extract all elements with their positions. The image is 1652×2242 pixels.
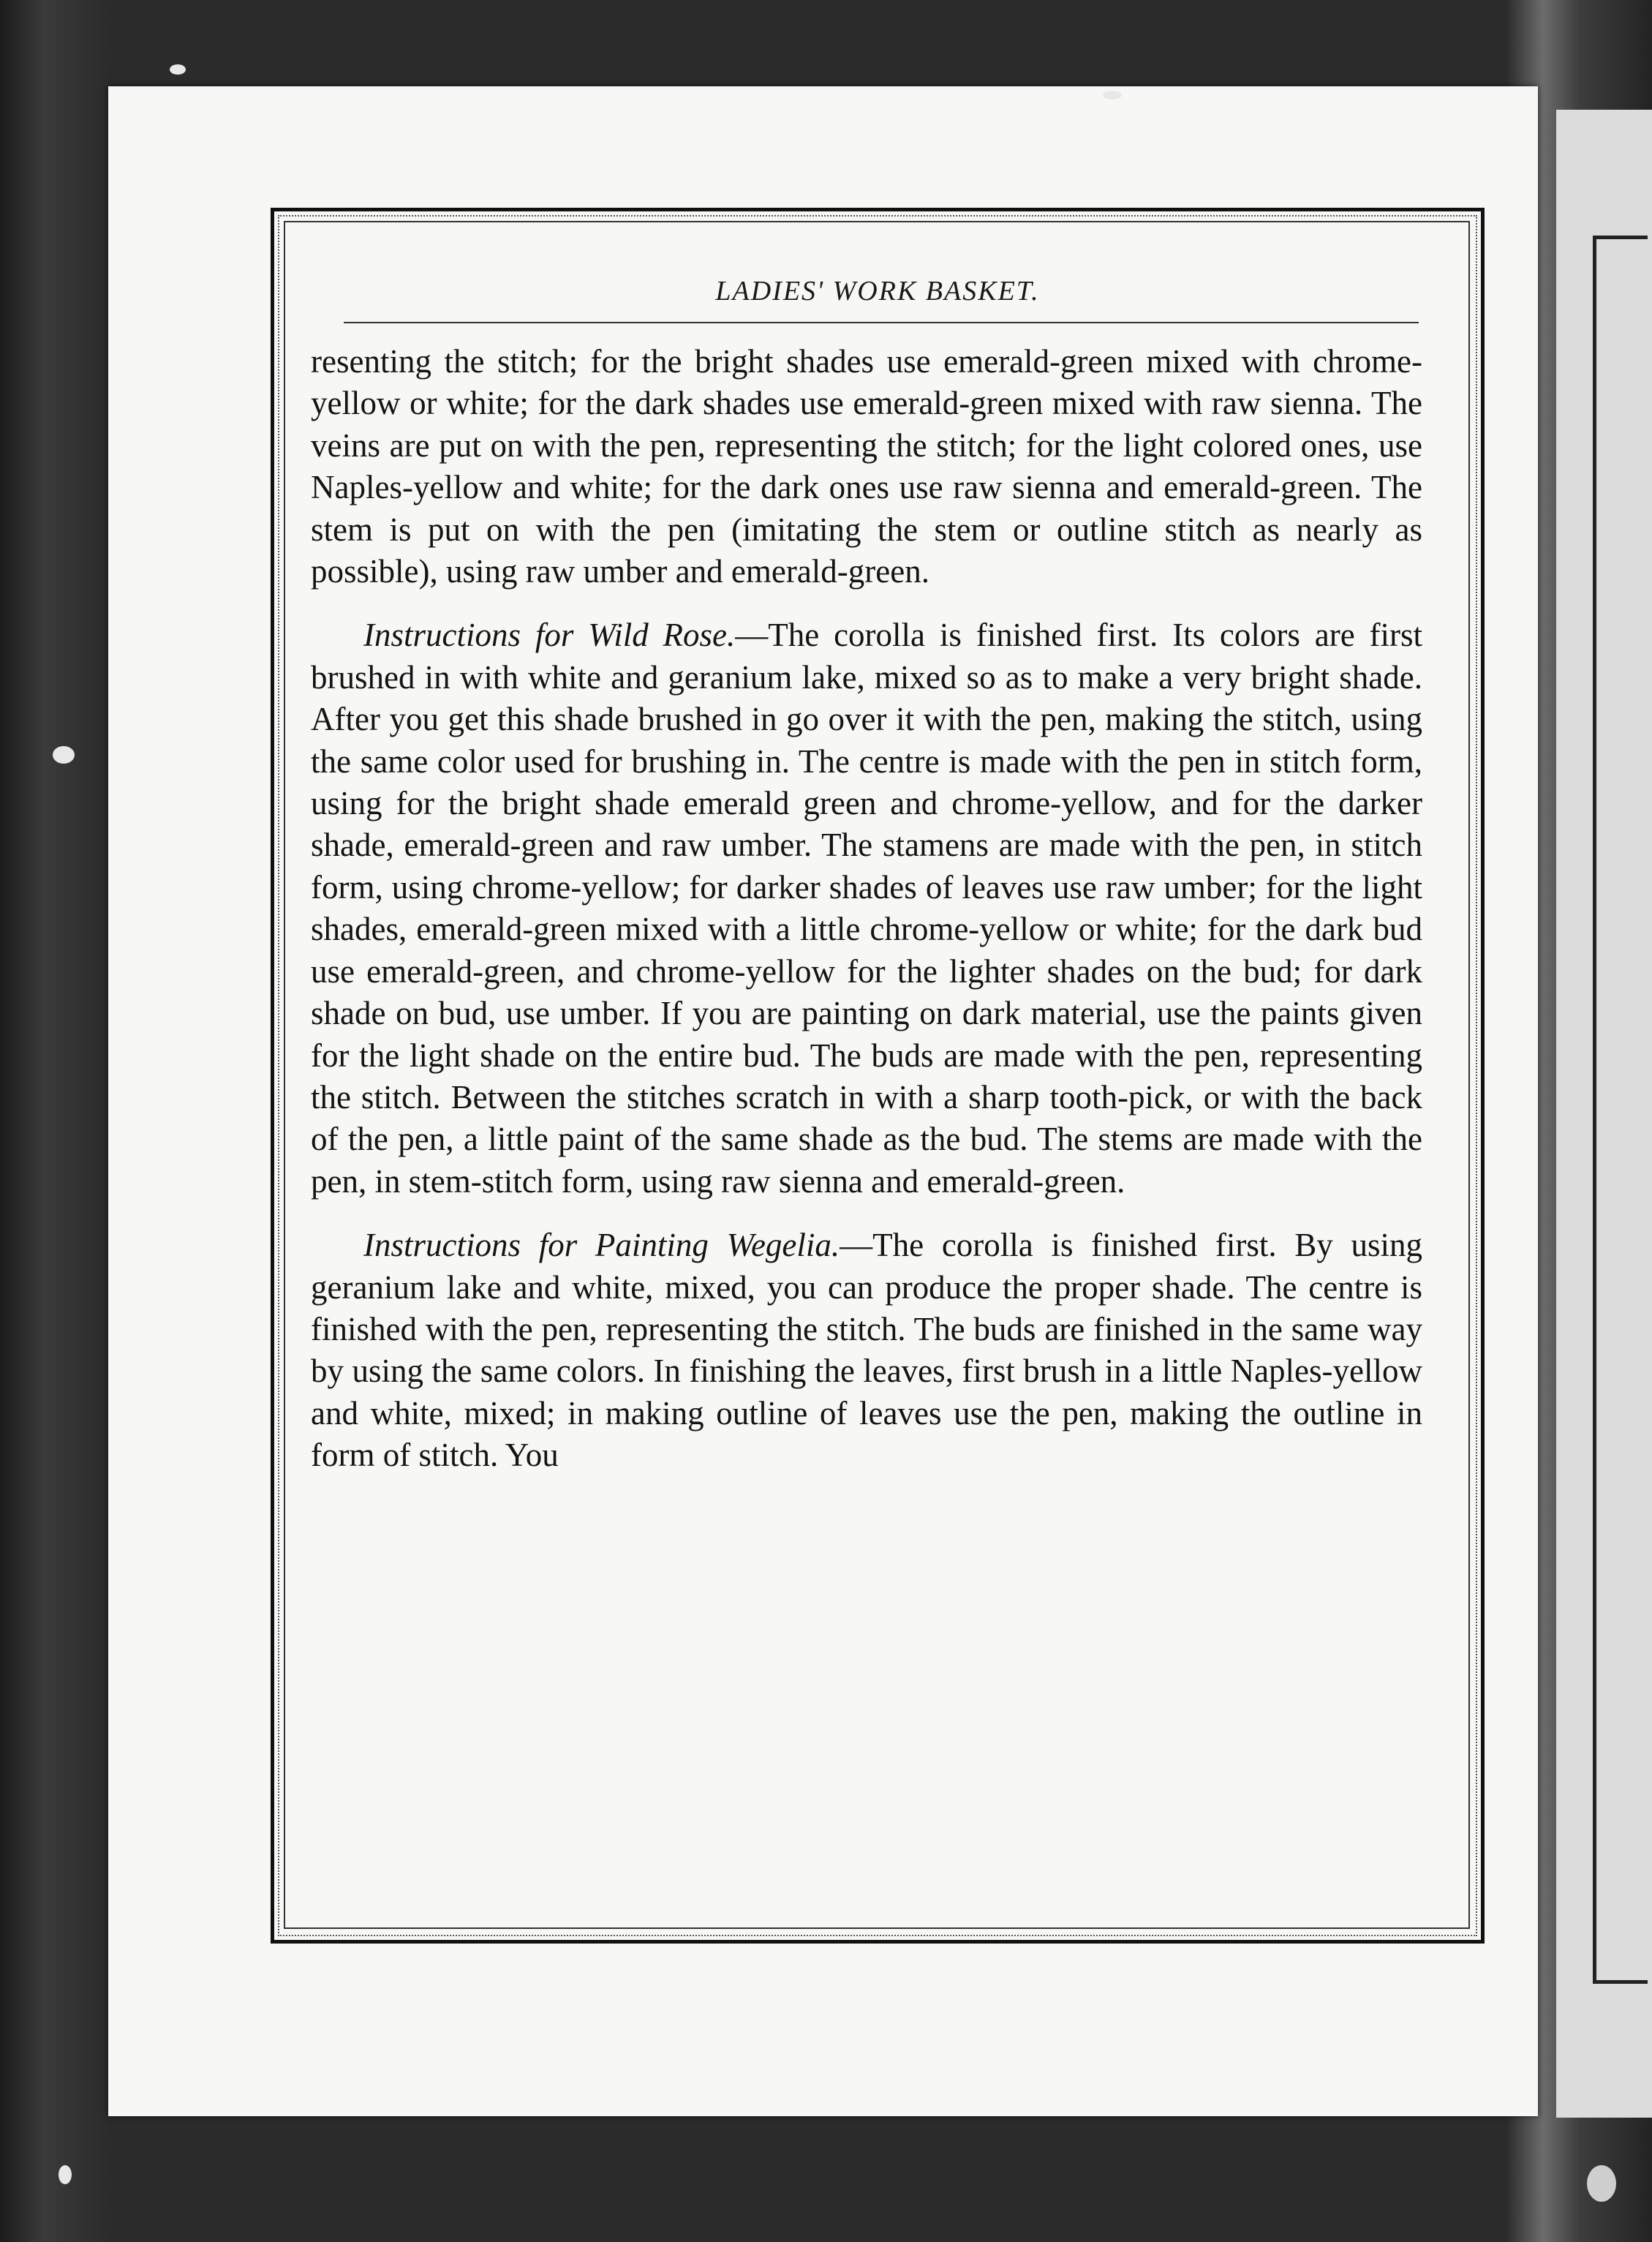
scan-speck (59, 2165, 72, 2184)
header-rule (344, 322, 1419, 323)
scan-speck (1587, 2165, 1616, 2202)
scan-speck (170, 64, 186, 75)
paragraph-continuation (311, 341, 1422, 593)
page-text (311, 341, 1422, 1477)
section-heading: Instructions for Painting Wegelia. (363, 1227, 840, 1264)
adjacent-page-frame (1593, 236, 1648, 1984)
paragraph-wild-rose (311, 614, 1422, 1203)
section-heading: Instructions for Wild Rose. (363, 617, 736, 654)
scan-speck (1103, 91, 1122, 99)
paragraph-text: —The corolla is finished first. Its colors are first brushed in with white and geranium lake, mixed so as to make a very bright shade. After you get this shade brushed in go over it with the pen, making the stitch, using the same color used for brushing in. The centre is made with the pen in stitch form, using for the bright shade emerald green and chrome-yellow, and for the darker shade, emerald-green and raw umber. The stamens are made with the pen, in stitch form, using chrome-yellow; for darker shades of leaves use raw umber; for the light shades, emerald-green mixed with a little chrome-yellow or white; for the dark bud use emerald-green, and chrome-yellow for the lighter shades on the bud; for dark shade on bud, use umber. If you are painting on dark material, use the paints given for the light shade on the entire bud. The buds are made with the pen, representing the stitch. Between the stitches scratch in with a sharp tooth-pick, or with the back of the pen, a little paint of the same shade as the bud. The stems are made with the pen, in stem-stitch form, using raw sienna and emerald-green. (311, 617, 1422, 1200)
running-head: LADIES' WORK BASKET. (715, 276, 1040, 306)
paragraph-wegelia (311, 1225, 1422, 1476)
paragraph-text: —The corolla is finished first. By using geranium lake and white, mixed, you can produce the proper shade. The centre is finished with the pen, representing the stitch. The buds are finished in the same way by using the same colors. In finishing the leaves, first brush in a little Naples-yellow and white, mixed; in making outline of leaves use the pen, making the outline in form of stitch. You (311, 1227, 1423, 1474)
paragraph-text: resenting the stitch; for the bright shades use emerald-green mixed with chrome-yellow or white; for the dark shades use emerald-green mixed with raw sienna. The veins are put on with the pen, representing the stitch; for the light colored ones, use Naples-yellow and white; for the dark ones use raw sienna and emerald-green. The stem is put on with the pen (imitating the stem or outline stitch as nearly as possible), using raw umber and emerald-green. (311, 343, 1422, 590)
scan-speck (53, 746, 75, 764)
